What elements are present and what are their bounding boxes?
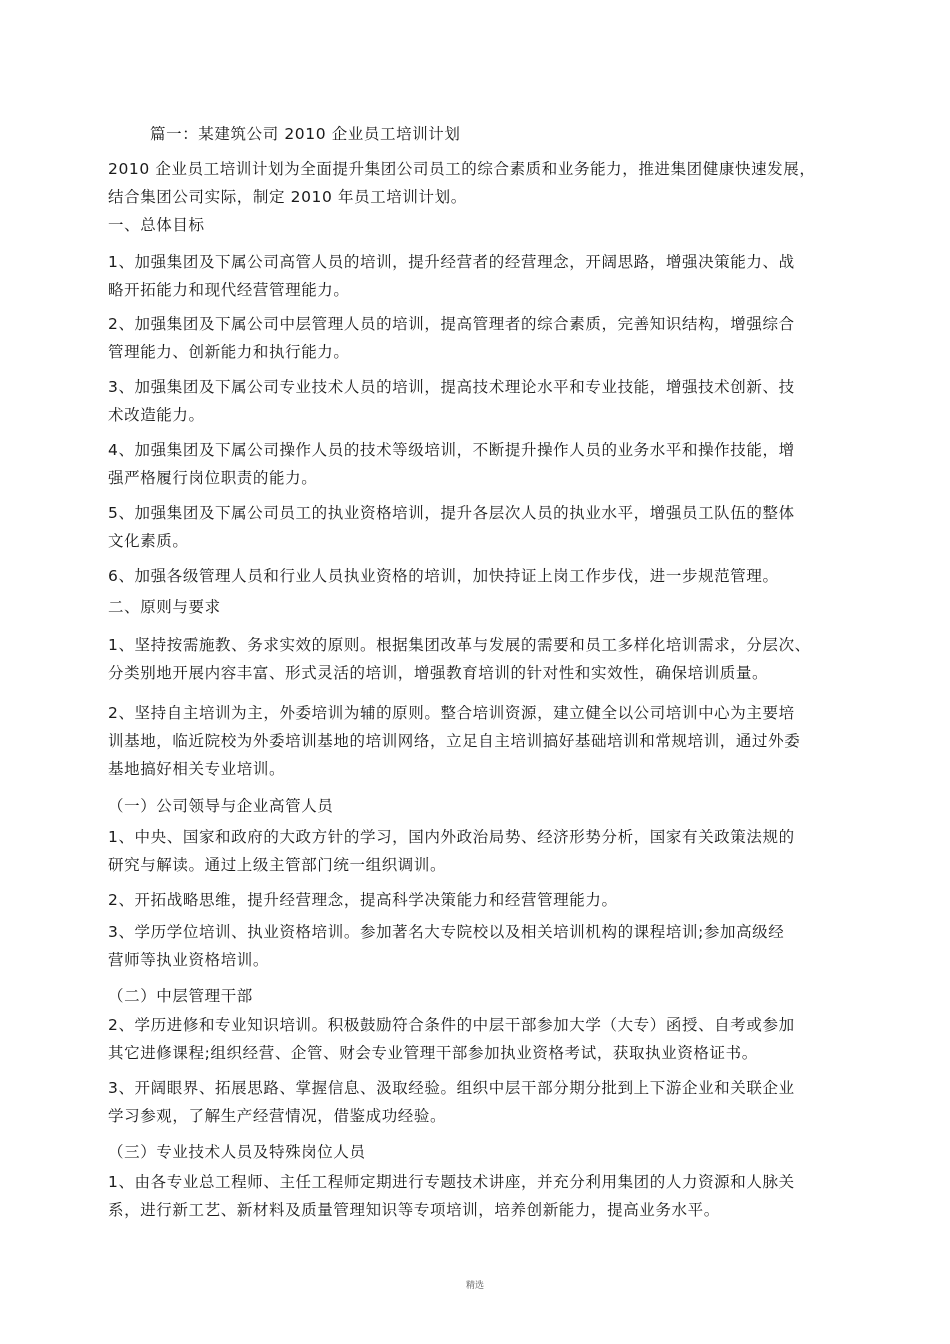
section-heading-principles: 二、原则与要求	[108, 598, 221, 616]
executive-item	[108, 918, 838, 974]
text-line: 1、由各专业总工程师、主任工程师定期进行专题技术讲座，并充分利用集团的人力资源和人脉关	[108, 1173, 795, 1191]
document-title: 篇一：某建筑公司 2010 企业员工培训计划	[150, 125, 461, 143]
text-line: 基地搞好相关专业培训。	[108, 760, 286, 778]
text-line: 学习参观，了解生产经营情况，借鉴成功经验。	[108, 1107, 447, 1125]
subsection-heading-technical-staff: （三）专业技术人员及特殊岗位人员	[108, 1143, 366, 1161]
goal-item	[108, 562, 838, 590]
goal-item	[108, 248, 838, 304]
page-footer: 精选	[465, 1281, 484, 1291]
text-line: 4、加强集团及下属公司操作人员的技术等级培训，不断提升操作人员的业务水平和操作技能，增	[108, 441, 795, 459]
text-line: 其它进修课程;组织经营、企管、财会专业管理干部参加执业资格考试，获取执业资格证书。	[108, 1044, 758, 1062]
executive-item	[108, 823, 838, 879]
text-line: 3、学历学位培训、执业资格培训。参加著名大专院校以及相关培训机构的课程培训;参加高级经	[108, 923, 785, 941]
text-line: 2010 企业员工培训计划为全面提升集团公司员工的综合素质和业务能力，推进集团健康快速发展，	[108, 160, 816, 178]
text-line: 略开拓能力和现代经营管理能力。	[108, 281, 350, 299]
text-line: 5、加强集团及下属公司员工的执业资格培训，提升各层次人员的执业水平，增强员工队伍的整体	[108, 504, 795, 522]
text-line: 文化素质。	[108, 532, 189, 550]
goal-item	[108, 436, 838, 492]
text-line: 3、加强集团及下属公司专业技术人员的培训，提高技术理论水平和专业技能，增强技术创新、技	[108, 378, 795, 396]
text-line: 训基地，临近院校为外委培训基地的培训网络，立足自主培训搞好基础培训和常规培训，通过外委	[108, 732, 801, 750]
text-line: 营师等执业资格培训。	[108, 951, 270, 969]
section-heading-goals: 一、总体目标	[108, 216, 205, 234]
text-line: 管理能力、创新能力和执行能力。	[108, 343, 350, 361]
text-line: 1、坚持按需施教、务求实效的原则。根据集团改革与发展的需要和员工多样化培训需求，分层次、	[108, 636, 811, 654]
text-line: 1、中央、国家和政府的大政方针的学习，国内外政治局势、经济形势分析，国家有关政策法规的	[108, 828, 795, 846]
text-line: 1、加强集团及下属公司高管人员的培训，提升经营者的经营理念，开阔思路，增强决策能力、战	[108, 253, 795, 271]
principle-item	[108, 631, 838, 687]
goal-item	[108, 310, 838, 366]
executive-item	[108, 886, 838, 914]
goal-item	[108, 499, 838, 555]
text-line: 结合集团公司实际，制定 2010 年员工培训计划。	[108, 188, 467, 206]
goal-item	[108, 373, 838, 429]
text-line: 3、开阔眼界、拓展思路、掌握信息、汲取经验。组织中层干部分期分批到上下游企业和关联企业	[108, 1079, 795, 1097]
text-line: 研究与解读。通过上级主管部门统一组织调训。	[108, 856, 447, 874]
text-line: 6、加强各级管理人员和行业人员执业资格的培训，加快持证上岗工作步伐，进一步规范管理。	[108, 567, 779, 585]
principle-item	[108, 699, 838, 783]
middle-manager-item	[108, 1074, 838, 1130]
text-line: 强严格履行岗位职责的能力。	[108, 469, 318, 487]
subsection-heading-executives: （一）公司领导与企业高管人员	[108, 797, 334, 815]
text-line: 2、学历进修和专业知识培训。积极鼓励符合条件的中层干部参加大学（大专）函授、自考或参加	[108, 1016, 795, 1034]
subsection-heading-middle-managers: （二）中层管理干部	[108, 987, 253, 1005]
text-line: 系，进行新工艺、新材料及质量管理知识等专项培训，培养创新能力，提高业务水平。	[108, 1201, 720, 1219]
technical-staff-item	[108, 1168, 838, 1224]
text-line: 术改造能力。	[108, 406, 205, 424]
intro-paragraph	[108, 155, 838, 211]
text-line: 2、坚持自主培训为主，外委培训为辅的原则。整合培训资源，建立健全以公司培训中心为主要培	[108, 704, 795, 722]
text-line: 分类别地开展内容丰富、形式灵活的培训，增强教育培训的针对性和实效性，确保培训质量。	[108, 664, 769, 682]
text-line: 2、加强集团及下属公司中层管理人员的培训，提高管理者的综合素质，完善知识结构，增强综合	[108, 315, 795, 333]
middle-manager-item	[108, 1011, 838, 1067]
text-line: 2、开拓战略思维，提升经营理念，提高科学决策能力和经营管理能力。	[108, 891, 618, 909]
